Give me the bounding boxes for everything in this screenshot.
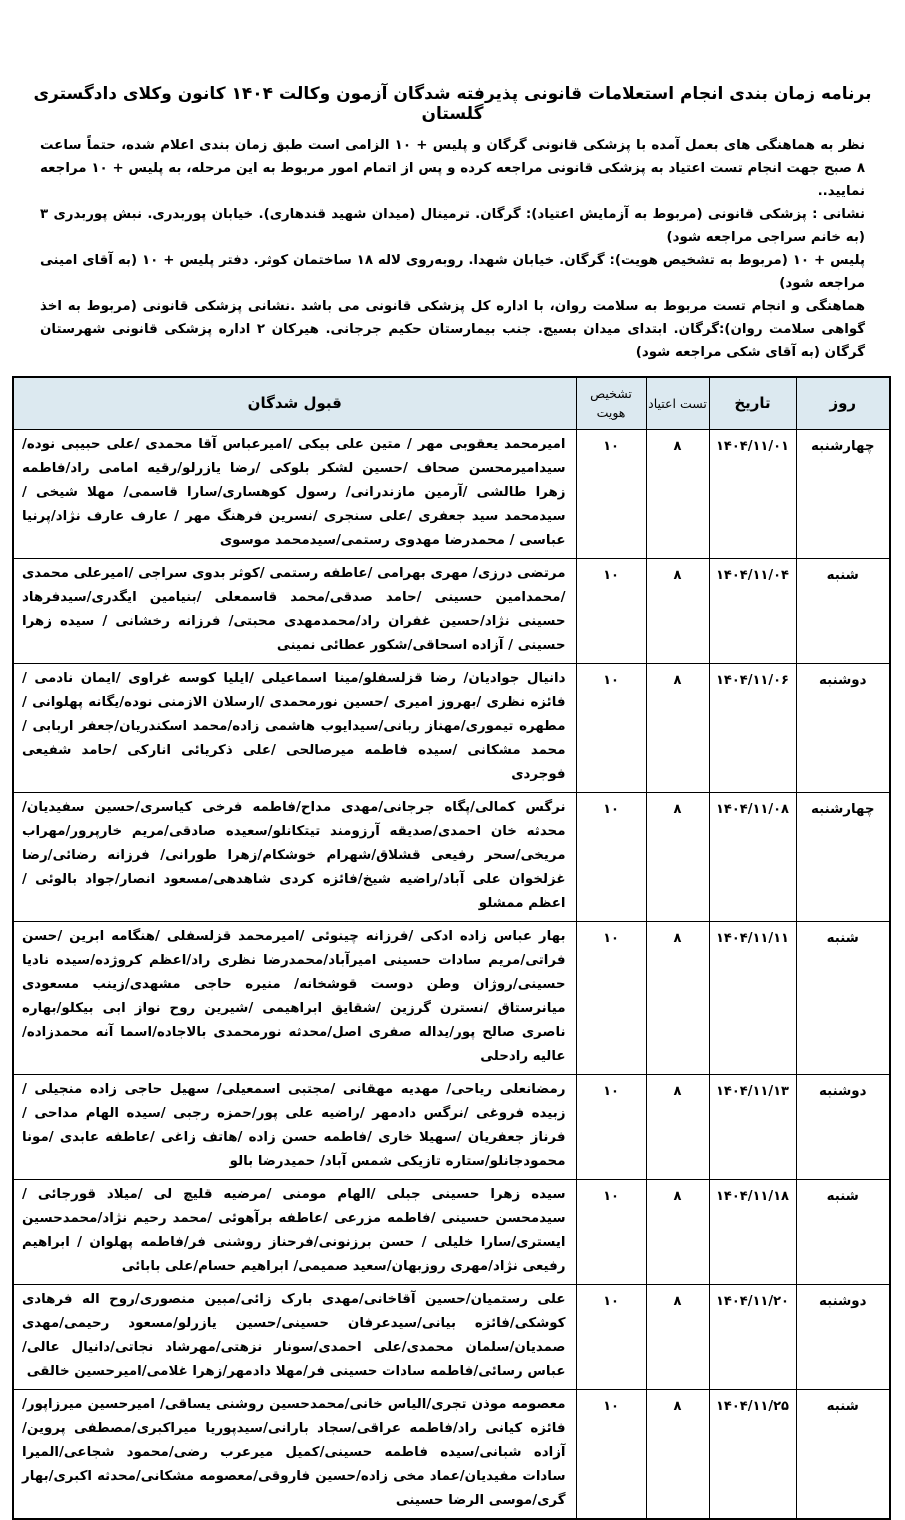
table-row (13, 792, 890, 921)
header-day: روز (796, 377, 890, 429)
accepted-names-cell: معصومه موذن تجری/الیاس خانی/محمدحسین روشنی یساقی/ امیرحسین میرزاپور/فائزه کیانی راد/فاطمه عراقی/سجاد بارانی/سیدپوریا میراکبری/مصطفی پروین/آزاده شبانی/سیده فاطمه حسینی/کمیل میرعرب رضی/محمود شجاعی/المیرا سادات مفیدیان/عماد مخی زاده/حسین فاروقی/معصومه مشکانی/محدثه اکبری/بهار گری/موسی الرضا حسینی (13, 1389, 576, 1519)
date-cell: ۱۴۰۴/۱۱/۱۸ (709, 1179, 796, 1284)
addiction-test-hour-cell: ۸ (646, 1074, 709, 1179)
day-cell: چهارشنبه (796, 792, 890, 921)
table-row (13, 1284, 890, 1389)
header-identity-check: تشخیص هویت (576, 377, 646, 429)
identity-check-count-cell: ۱۰ (576, 1284, 646, 1389)
date-cell: ۱۴۰۴/۱۱/۱۳ (709, 1074, 796, 1179)
accepted-names-cell: بهار عباس زاده ادکی /فرزانه چینوئی /امیرمحمد قزلسفلی /هنگامه ابرین /حسن فراتی/مریم سادات حسینی امیرآباد/محمدرضا نظری راد/اعظم کروژده/سیده نادیا حسینی/روژان وطن دوست قوشخانه/ منیره حاجی مشهدی/زینب مسعودی میانرستاق /نسترن گرزین /شقایق ابراهیمی /شیرین روح نواز ابی بیکلو/بهاره ناصری صالح پور/یداله صفری اصل/محدثه نورمحمدی بالاجاده/اسما آنه محمدزاده/عالیه رادحلی (13, 921, 576, 1074)
day-cell: شنبه (796, 558, 890, 663)
table-row (13, 1389, 890, 1519)
date-cell: ۱۴۰۴/۱۱/۰۶ (709, 663, 796, 792)
addiction-test-hour-cell: ۸ (646, 558, 709, 663)
day-cell: دوشنبه (796, 1074, 890, 1179)
header-accepted: قبول شدگان (13, 377, 576, 429)
accepted-names-cell: نرگس کمالی/پگاه جرجانی/مهدی مداح/فاطمه فرخی کیاسری/حسین سفیدیان/محدثه خان احمدی/صدیقه آرزومند تیتکانلو/سعیده صادقی/مریم خارپرور/مهراب مریخی/سحر رفیعی قشلاق/شهرام خوشکام/زهرا طورانی/ فرزانه رضائی/رضا غزلخوان علی آباد/راضیه شیخ/فائزه کردی شاهدهی/مسعود انصار/جواد بالوئی /اعظم ممشلو (13, 792, 576, 921)
intro-paragraph-mental-health: هماهنگی و انجام تست مربوط به سلامت روان، با اداره کل پزشکی قانونی می باشد .نشانی پزشکی قانونی (مربوط به اخذ گواهی سلامت روان):گرگان. ابتدای میدان بسیج. جنب بیمارستان حکیم جرجانی. هیرکان ۲ اداره پزشکی قانونی شهرستان گرگان (به آقای شکی مراجعه شود) (40, 299, 865, 360)
table-row (13, 663, 890, 792)
header-date: تاریخ (709, 377, 796, 429)
addiction-test-hour-cell: ۸ (646, 1284, 709, 1389)
intro-paragraph-police-address: پلیس + ۱۰ (مربوط به تشخیص هویت): گرگان. خیابان شهدا. روبه‌روی لاله ۱۸ ساختمان کوثر. دفتر پلیس + ۱۰ (به آقای امینی مراجعه شود) (40, 253, 865, 291)
identity-check-count-cell: ۱۰ (576, 1074, 646, 1179)
addiction-test-hour-cell: ۸ (646, 921, 709, 1074)
date-cell: ۱۴۰۴/۱۱/۱۱ (709, 921, 796, 1074)
date-cell: ۱۴۰۴/۱۱/۰۸ (709, 792, 796, 921)
schedule-table (12, 376, 891, 1520)
addiction-test-hour-cell: ۸ (646, 1179, 709, 1284)
day-cell: شنبه (796, 1179, 890, 1284)
day-cell: شنبه (796, 921, 890, 1074)
intro-text (40, 134, 865, 364)
day-cell: شنبه (796, 1389, 890, 1519)
schedule-table-body (13, 429, 890, 1519)
identity-check-count-cell: ۱۰ (576, 1389, 646, 1519)
addiction-test-hour-cell: ۸ (646, 1389, 709, 1519)
day-cell: دوشنبه (796, 1284, 890, 1389)
accepted-names-cell: دانیال جوادیان/ رضا قزلسفلو/مینا اسماعیلی /ایلیا کوسه غراوی /ایمان نادمی /فائزه نظری /بهروز امیری /حسین نورمحمدی /ارسلان الازمنی نوده/یگانه پهلوانی /مطهره تیموری/مهناز ربانی/سیدایوب هاشمی زاده/محمد اسکندریان/جعفر اربابی /محمد مشکانی /سیده فاطمه میرصالحی /علی ذکریائی انارکی /حامد شفیعی فوجردی (13, 663, 576, 792)
date-cell: ۱۴۰۴/۱۱/۲۰ (709, 1284, 796, 1389)
schedule-table-header (13, 377, 890, 429)
accepted-names-cell: امیرمحمد یعقوبی مهر / متین علی بیکی /امیرعباس آقا محمدی /علی حبیبی نوده/سیدامیرمحسن صحاف /حسین لشکر بلوکی /رضا یازرلو/رقیه امامی راد/فاطمه زهرا طالشی /آرمین مازندرانی/ رسول کوهساری/سارا قاسمی/ مهلا شیخی / سیدمحمد سید جعفری /علی سنجری /نسرین فرهنگ مهر / عارف عارف نژاد/پرنیا عباسی / محمدرضا مهدوی رستمی/سیدمحمد موسوی (13, 429, 576, 558)
accepted-names-cell: سیده زهرا حسینی جبلی /الهام مومنی /مرضیه قلیچ لی /میلاد قورجائی /سیدمحسن حسینی /فاطمه مزرعی /عاطفه برآهوئی /محمد رحیم نژاد/محمدحسین ایستری/سارا خلیلی / حسن برزنونی/فرحناز روشنی فر/فاطمه پهلوان / ابراهیم رفیعی نژاد/مهری روزبهان/سعید صمیمی/ ابراهیم حسام/علی بابائی (13, 1179, 576, 1284)
identity-check-count-cell: ۱۰ (576, 1179, 646, 1284)
table-row (13, 558, 890, 663)
intro-paragraph-forensic-address: نشانی : پزشکی قانونی (مربوط به آزمایش اعتیاد): گرگان. ترمینال (میدان شهید قندهاری). خیابان پوربدری. نبش پوربدری ۳ (به خانم سراجی مراجعه شود) (40, 207, 865, 245)
table-row (13, 1179, 890, 1284)
day-cell: چهارشنبه (796, 429, 890, 558)
identity-check-count-cell: ۱۰ (576, 792, 646, 921)
table-row (13, 921, 890, 1074)
identity-check-count-cell: ۱۰ (576, 663, 646, 792)
header-row (13, 377, 890, 429)
addiction-test-hour-cell: ۸ (646, 663, 709, 792)
accepted-names-cell: رمضانعلی ریاحی/ مهدیه مهقانی /مجتبی اسمعیلی/ سهیل حاجی زاده منجیلی /زبیده فروغی /نرگس دادمهر /راضیه علی پور/حمزه رجبی /سیده الهام مداحی /فرناز جعفریان /سهیلا خاری /فاطمه حسن زاده /هاتف زاغی /عاطفه عابدی /مونا محمودجانلو/ستاره تازیکی شمس آباد/ حمیدرضا بالو (13, 1074, 576, 1179)
page-title: برنامه زمان بندی انجام استعلامات قانونی پذیرفته شدگان آزمون وکالت ۱۴۰۴ کانون وکلای دادگستری گلستان (33, 84, 872, 124)
identity-check-count-cell: ۱۰ (576, 921, 646, 1074)
intro-paragraph-instructions: نظر به هماهنگی های بعمل آمده با پزشکی قانونی گرگان و پلیس + ۱۰ الزامی است طبق زمان بندی اعلام شده، حتماً ساعت ۸ صبح جهت انجام تست اعتیاد به پزشکی قانونی مراجعه کرده و پس از اتمام امور مربوط به این مرحله، به پلیس + ۱۰ مراجعه نمایید.. (40, 138, 865, 199)
accepted-names-cell: مرتضی درزی/ مهری بهرامی /عاطفه رستمی /کوثر بدوی سراجی /امیرعلی محمدی /محمدامین حسینی /حامد صدقی/محمد قاسمعلی /بنیامین ایگدری/سیدفرهاد حسینی نژاد/حسین غفران راد/محمدمهدی محبتی/ فرزانه رخشانی / سیده زهرا حسینی / آزاده اسحاقی/شکور عطائی نمینی (13, 558, 576, 663)
identity-check-count-cell: ۱۰ (576, 429, 646, 558)
table-row (13, 1074, 890, 1179)
table-row (13, 429, 890, 558)
identity-check-count-cell: ۱۰ (576, 558, 646, 663)
date-cell: ۱۴۰۴/۱۱/۰۴ (709, 558, 796, 663)
addiction-test-hour-cell: ۸ (646, 429, 709, 558)
day-cell: دوشنبه (796, 663, 890, 792)
accepted-names-cell: علی رستمیان/حسین آقاخانی/مهدی بارک زائی/مبین منصوری/روح اله فرهادی کوشکی/فائزه بیانی/سیدعرفان حسینی/حسین یازرلو/مسعود رحیمی/مهدی صمدیان/سلمان محمدی/علی احمدی/سونار نزهتی/مهرشاد نجاتی/دانیال عالی/عباس رسائی/فاطمه سادات حسینی فر/مهلا دادمهر/زهرا غلامی/امیرحسین خالقی (13, 1284, 576, 1389)
header-addiction-test: تست اعتیاد (646, 377, 709, 429)
addiction-test-hour-cell: ۸ (646, 792, 709, 921)
date-cell: ۱۴۰۴/۱۱/۲۵ (709, 1389, 796, 1519)
date-cell: ۱۴۰۴/۱۱/۰۱ (709, 429, 796, 558)
